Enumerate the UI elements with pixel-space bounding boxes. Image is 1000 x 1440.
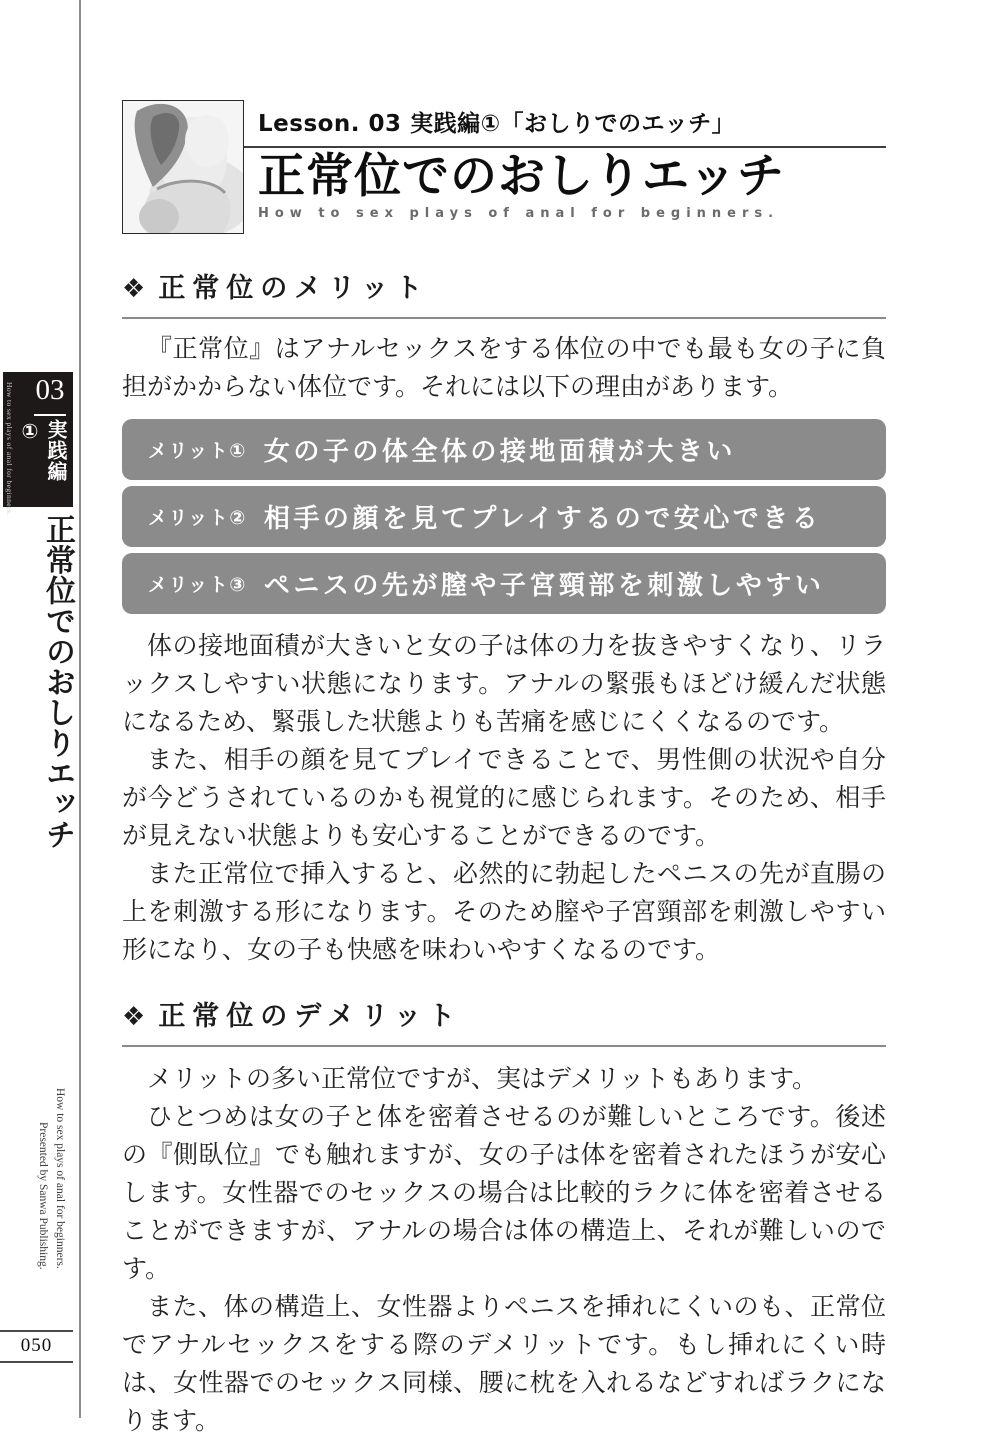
diamond-marker-icon: ❖ <box>122 274 146 304</box>
sidebar-vertical-title: 正常位でのおしりエッチ <box>40 514 75 850</box>
diamond-marker-icon: ❖ <box>122 1002 146 1032</box>
demerits-paragraph-3: また、体の構造上、女性器よりペニスを挿れにくいのも、正常位でアナルセックスをする際のデメリットです。もし挿れにくい時は、女性器でのセックス同様、腰に枕を入れるなどすればラクになります。 <box>122 1292 886 1435</box>
credit-line-1: How to sex plays of anal for beginners. <box>54 1088 66 1269</box>
section-heading-merits <box>122 266 886 319</box>
merit-banner-3 <box>122 553 886 614</box>
credit-line-2: Presented by Sanwa Publishing. <box>37 1122 49 1270</box>
merit-3-text: ペニスの先が膣や子宮頸部を刺激しやすい <box>263 571 825 601</box>
demerits-body-text <box>122 1060 886 1440</box>
merits-paragraph-1: 体の接地面積が大きいと女の子は体の力を抜きやすくなり、リラックスしやすい状態になります。アナルの緊張もほどけ緩んだ状態になるため、緊張した状態よりも苦痛を感じにくくなるのです。 <box>122 631 886 736</box>
header-text-block <box>258 96 886 221</box>
header-rule <box>244 146 886 148</box>
chapter-tab-rule <box>34 414 66 416</box>
chapter-tab <box>3 372 73 516</box>
chapter-tab-tagline: How to sex plays of anal for beginners. <box>5 382 14 516</box>
chapter-label: 実践編① <box>18 419 68 482</box>
merits-paragraph-2: また、相手の顔を見てプレイできることで、男性側の状況や自分が今どうされているのかも視覚的に感じられます。そのため、相手が見えない状態よりも安心することができるのです。 <box>122 745 886 850</box>
lesson-line: Lesson. 03 実践編①「おしりでのエッチ」 <box>258 111 736 137</box>
merit-banner-list <box>122 419 886 614</box>
demerits-paragraph-2: ひとつめは女の子と体を密着させるのが難しいところです。後述の『側臥位』でも触れますが、女の子は体を密着されたほうが安心します。女性器でのセックスの場合は比較的ラクに体を密着させることができますが、アナルの場合は体の構造上、それが難しいのです。 <box>122 1102 886 1283</box>
page-number: 050 <box>0 1330 73 1363</box>
demerits-paragraph-1: メリットの多い正常位ですが、実はデメリットもあります。 <box>147 1064 818 1093</box>
page-title: 正常位でのおしりエッチ <box>258 149 786 204</box>
section-heading-demerits <box>122 994 886 1047</box>
merits-paragraph-3: また正常位で挿入すると、必然的に勃起したペニスの先が直腸の上を刺激する形になります。そのため膣や子宮頸部を刺激しやすい形になり、女の子も快感を味わいやすくなるのです。 <box>122 859 886 964</box>
merit-1-text: 女の子の体全体の接地面積が大きい <box>263 437 736 467</box>
lesson-thumbnail-illustration <box>122 100 244 234</box>
merit-2-text: 相手の顔を見てプレイするので安心できる <box>263 504 822 534</box>
merit-banner-2 <box>122 486 886 547</box>
merit-2-label: メリット② <box>148 507 247 529</box>
chapter-number: 03 <box>35 374 65 406</box>
main-content <box>122 96 886 1440</box>
merit-banner-1 <box>122 419 886 480</box>
thumbnail-placeholder-art <box>123 101 243 233</box>
lesson-header <box>122 96 886 240</box>
merits-intro-paragraph: 『正常位』はアナルセックスをする体位の中でも最も女の子に負担がかからない体位です。それには以下の理由があります。 <box>122 334 886 401</box>
section-heading-text: 正常位のデメリット <box>158 1001 463 1032</box>
section-heading-text: 正常位のメリット <box>158 273 430 304</box>
page-subtitle: How to sex plays of anal for beginners. <box>258 206 780 222</box>
merit-1-label: メリット① <box>148 440 247 462</box>
merits-body-text <box>122 627 886 969</box>
sidebar-credit <box>34 1088 68 1320</box>
sidebar-divider-line <box>79 0 81 1418</box>
merit-3-label: メリット③ <box>148 574 247 596</box>
